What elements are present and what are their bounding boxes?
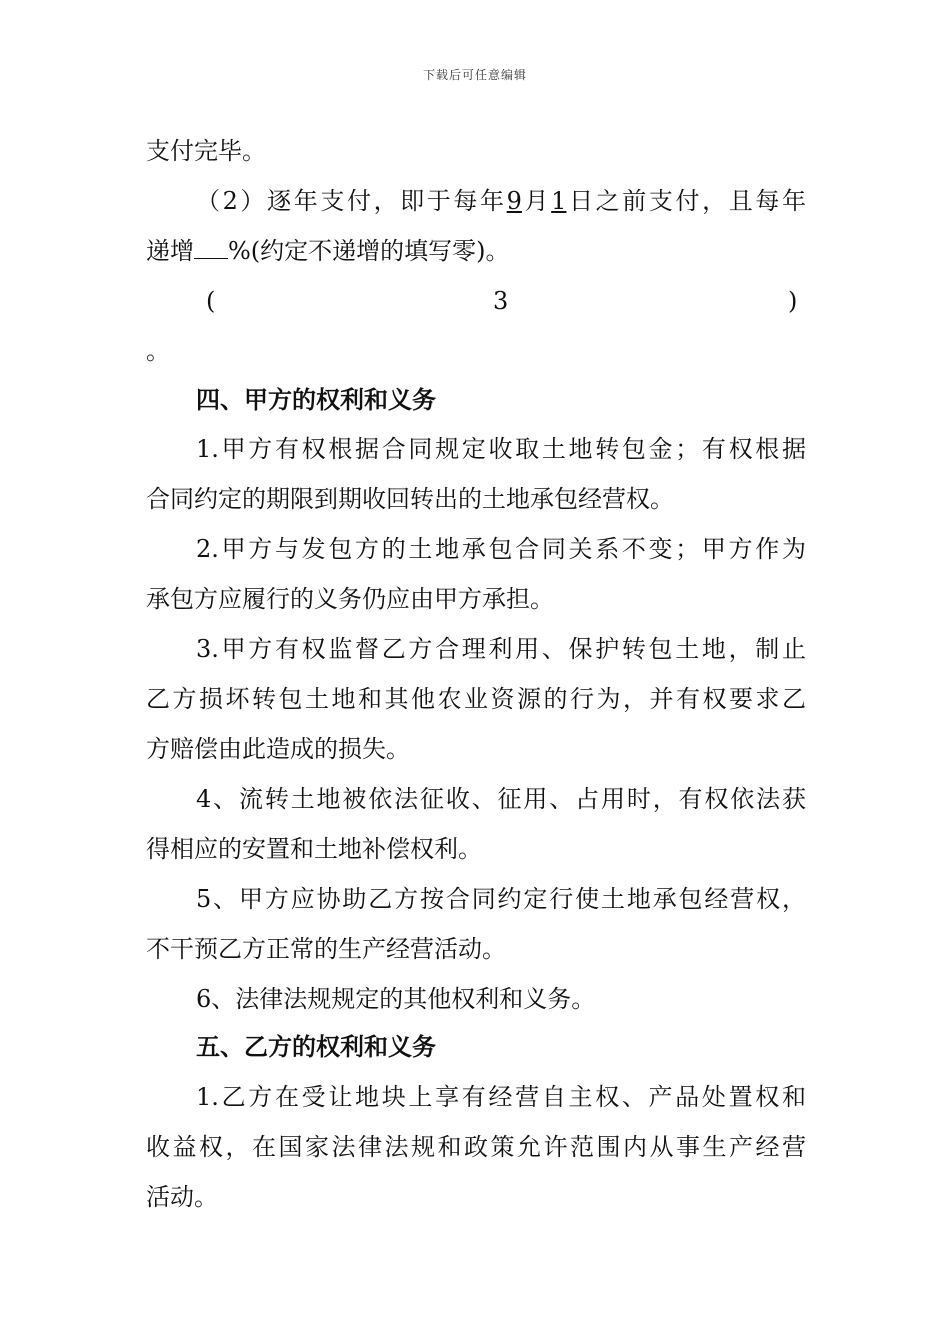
s4-p1-line-2: 合同约定的期限到期收回转出的土地承包经营权。 (146, 485, 674, 513)
section-5-heading: 五、乙方的权利和义务 (196, 1033, 436, 1061)
s4-p5-line-2: 不干预乙方正常的生产经营活动。 (146, 935, 506, 963)
s4-p3-line-2: 乙方损坏转包土地和其他农业资源的行为，并有权要求乙 (146, 685, 806, 713)
s4-p3-line-1: 3.甲方有权监督乙方合理利用、保护转包土地，制止 (196, 635, 806, 663)
item-3-number: 3 (493, 287, 509, 315)
s4-p6-line-1: 6、法律法规规定的其他权利和义务。 (196, 985, 596, 1013)
s4-p3-line-3: 方赔偿由此造成的损失。 (146, 735, 410, 763)
payment-item-2-prefix: （2）逐年支付，即于每年 (196, 187, 507, 215)
payment-day: 1 (551, 187, 567, 215)
increase-suffix: %(约定不递增的填写零)。 (228, 237, 510, 265)
s5-p1-line-2: 收益权，在国家法律法规和政策允许范围内从事生产经营 (146, 1133, 806, 1161)
s5-p1-line-3: 活动。 (146, 1183, 218, 1211)
s4-p2-line-2: 承包方应履行的义务仍应由甲方承担。 (146, 585, 554, 613)
s4-p1-line-1: 1.甲方有权根据合同规定收取土地转包金；有权根据 (196, 435, 806, 463)
payment-item-2-line-2 (146, 236, 806, 266)
increase-blank (194, 238, 228, 259)
download-note: 下载后可任意编辑 (422, 68, 527, 82)
item-3-close-paren: ) (788, 287, 798, 315)
s4-p4-line-1: 4、流转土地被依法征收、征用、占用时，有权依法获 (196, 785, 806, 813)
s4-p2-line-1: 2.甲方与发包方的土地承包合同关系不变；甲方作为 (196, 535, 806, 563)
item-3-end: 。 (146, 337, 170, 365)
item-3-open-paren: ( (206, 287, 216, 315)
s5-p1-line-1: 1.乙方在受让地块上享有经营自主权、产品处置权和 (196, 1083, 806, 1111)
payment-item-2-line-1 (196, 186, 806, 216)
section-4-heading: 四、甲方的权利和义务 (196, 386, 436, 414)
s4-p4-line-2: 得相应的安置和土地补偿权利。 (146, 835, 482, 863)
payment-month: 9 (506, 187, 522, 215)
payment-line-1: 支付完毕。 (146, 137, 266, 165)
payment-item-2-suffix: 日之前支付，且每年 (566, 187, 806, 215)
payment-month-unit: 月 (521, 187, 552, 215)
increase-prefix: 递增 (146, 237, 194, 265)
payment-item-3 (146, 286, 806, 316)
s4-p5-line-1: 5、甲方应协助乙方按合同约定行使土地承包经营权， (196, 885, 806, 913)
